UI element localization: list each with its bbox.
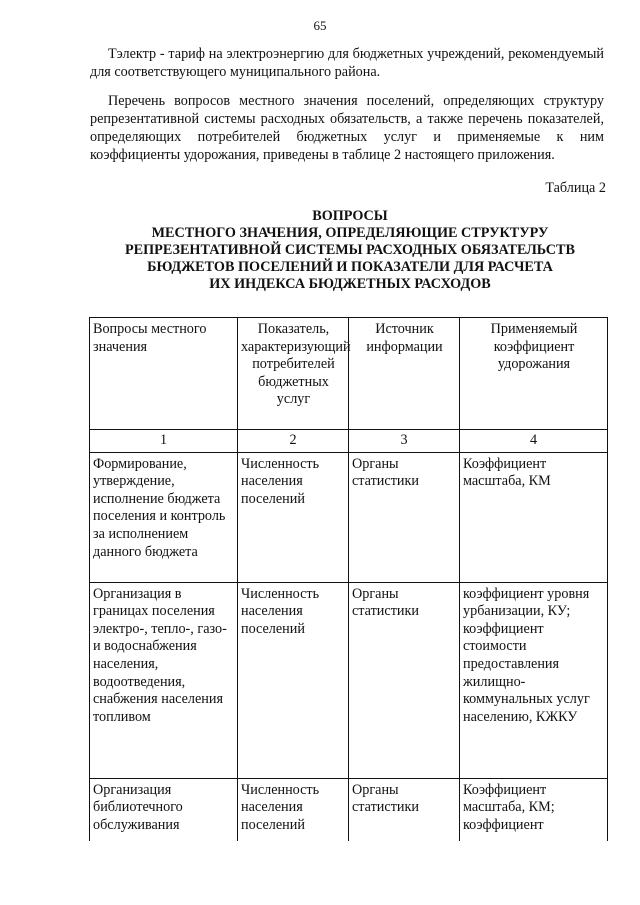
heading-line: ВОПРОСЫ xyxy=(312,208,388,224)
issues-table xyxy=(89,317,608,841)
header-cell-issues: Вопросы местного значения xyxy=(90,318,238,430)
cell-coefficient: Коэффициент масштаба, КМ; коэффициент xyxy=(460,778,608,841)
cell-source: Органы статистики xyxy=(349,452,460,582)
table-header-row xyxy=(90,318,608,430)
paragraph-list-description: Перечень вопросов местного значения поселений, определяющих структуру репрезентативной системы расходных обязательств, а также перечень показателей, определяющих потребителей бюджетных услуг и применяемые к ним коэффициенты удорожания, приведены в таблице 2 настоящего приложения. xyxy=(90,93,604,163)
column-number: 1 xyxy=(90,430,238,453)
column-number: 4 xyxy=(460,430,608,453)
table-row xyxy=(90,778,608,841)
table-row xyxy=(90,582,608,778)
header-cell-source: Источник информации xyxy=(349,318,460,430)
paragraph-tariff-definition: Тэлектр - тариф на электроэнергию для бюджетных учреждений, рекомендуемый для соответствующего муниципального района. xyxy=(90,46,604,80)
page-number: 65 xyxy=(313,18,327,33)
column-number-row xyxy=(90,430,608,453)
column-number: 3 xyxy=(349,430,460,453)
table-row xyxy=(90,452,608,582)
header-cell-indicator: Показатель, характеризующий потребителей бюджетных услуг xyxy=(238,318,349,430)
heading-line: МЕСТНОГО ЗНАЧЕНИЯ, ОПРЕДЕЛЯЮЩИЕ СТРУКТУРУ xyxy=(151,225,549,241)
heading-line: РЕПРЕЗЕНТАТИВНОЙ СИСТЕМЫ РАСХОДНЫХ ОБЯЗАТЕЛЬСТВ xyxy=(125,242,575,258)
cell-source: Органы статистики xyxy=(349,582,460,778)
heading-line: БЮДЖЕТОВ ПОСЕЛЕНИЙ И ПОКАЗАТЕЛИ ДЛЯ РАСЧЕТА xyxy=(147,259,553,275)
table-heading xyxy=(60,208,640,293)
cell-issue: Организация библиотечного обслуживания xyxy=(90,778,238,841)
heading-line: ИХ ИНДЕКСА БЮДЖЕТНЫХ РАСХОДОВ xyxy=(209,276,491,292)
table-label: Таблица 2 xyxy=(545,180,606,196)
cell-indicator: Численность населения поселений xyxy=(238,778,349,841)
header-cell-coefficient: Применяемый коэффициент удорожания xyxy=(460,318,608,430)
column-number: 2 xyxy=(238,430,349,453)
cell-coefficient: Коэффициент масштаба, КМ xyxy=(460,452,608,582)
cell-issue: Организация в границах поселения электро-, тепло-, газо- и водоснабжения населения, водоотведения, снабжения населения топливом xyxy=(90,582,238,778)
cell-indicator: Численность населения поселений xyxy=(238,452,349,582)
cell-issue: Формирование, утверждение, исполнение бюджета поселения и контроль за исполнением данного бюджета xyxy=(90,452,238,582)
cell-indicator: Численность населения поселений xyxy=(238,582,349,778)
cell-source: Органы статистики xyxy=(349,778,460,841)
cell-coefficient: коэффициент уровня урбанизации, КУ; коэффициент стоимости предоставления жилищно-коммунальных услуг населению, КЖКУ xyxy=(460,582,608,778)
